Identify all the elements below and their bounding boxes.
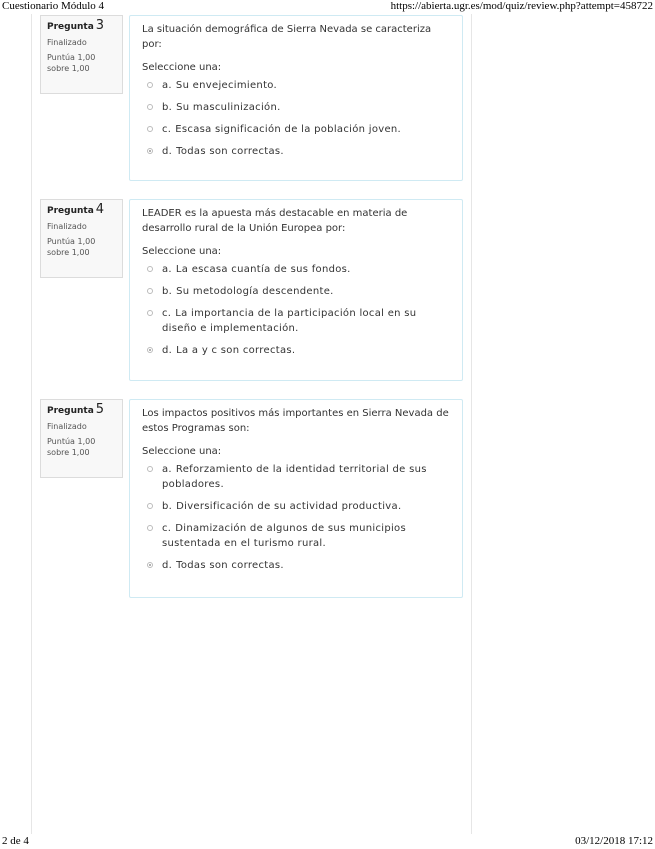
question-grade: Puntúa 1,00 sobre 1,00 (47, 237, 96, 257)
answer-option-d[interactable]: d. La a y c son correctas. (142, 343, 452, 358)
print-url[interactable]: https://abierta.ugr.es/mod/quiz/review.php?attempt=458722 (390, 0, 653, 12)
question-text: Los impactos positivos más importantes en Sierra Nevada de estos Programas son: (142, 408, 449, 434)
radio-selected-icon[interactable] (147, 562, 153, 568)
answer-prompt: Seleccione una: (142, 446, 222, 457)
question-info (40, 15, 123, 94)
print-title: Cuestionario Módulo 4 (2, 0, 105, 12)
radio-icon[interactable] (147, 104, 153, 110)
radio-icon[interactable] (147, 310, 153, 316)
answer-option-d[interactable]: d. Todas son correctas. (142, 558, 452, 573)
answer-option-b[interactable]: b. Su masculinización. (142, 100, 452, 115)
answer-option-c[interactable]: c. Dinamización de algunos de sus municipios sustentada en el turismo rural. (142, 521, 452, 551)
radio-icon[interactable] (147, 525, 153, 531)
question-state: Finalizado (47, 222, 87, 231)
answer-option-a[interactable]: a. La escasa cuantía de sus fondos. (142, 262, 452, 277)
page-counter: 2 de 4 (2, 835, 29, 847)
print-header (0, 0, 655, 14)
radio-icon[interactable] (147, 288, 153, 294)
left-page-border (31, 14, 32, 834)
radio-icon[interactable] (147, 82, 153, 88)
question-text: LEADER es la apuesta más destacable en materia de desarrollo rural de la Unión Europea por: (142, 208, 408, 234)
question-number: Pregunta 3 (47, 18, 105, 33)
question-info (40, 399, 123, 478)
question-number: Pregunta 4 (47, 202, 105, 217)
answer-option-a[interactable]: a. Reforzamiento de la identidad territorial de sus pobladores. (142, 462, 452, 492)
radio-icon[interactable] (147, 126, 153, 132)
question-number: Pregunta 5 (47, 402, 105, 417)
answer-option-b[interactable]: b. Su metodología descendente. (142, 284, 452, 299)
print-datetime: 03/12/2018 17:12 (575, 835, 653, 847)
question-grade: Puntúa 1,00 sobre 1,00 (47, 437, 96, 457)
answer-option-c[interactable]: c. La importancia de la participación local en su diseño e implementación. (142, 306, 452, 336)
answer-options (142, 462, 452, 573)
answer-options (142, 262, 452, 358)
print-footer (0, 835, 655, 849)
answer-option-c[interactable]: c. Escasa significación de la población joven. (142, 122, 452, 137)
radio-selected-icon[interactable] (147, 148, 153, 154)
answer-options (142, 78, 452, 159)
radio-icon[interactable] (147, 466, 153, 472)
question-info (40, 199, 123, 278)
answer-option-b[interactable]: b. Diversificación de su actividad productiva. (142, 499, 452, 514)
right-page-border (471, 14, 472, 834)
answer-prompt: Seleccione una: (142, 62, 222, 73)
question-text: La situación demográfica de Sierra Nevada se caracteriza por: (142, 24, 432, 50)
answer-prompt: Seleccione una: (142, 246, 222, 257)
radio-selected-icon[interactable] (147, 347, 153, 353)
question-state: Finalizado (47, 38, 87, 47)
question-content (129, 199, 463, 381)
question-grade: Puntúa 1,00 sobre 1,00 (47, 53, 96, 73)
radio-icon[interactable] (147, 503, 153, 509)
answer-option-d[interactable]: d. Todas son correctas. (142, 144, 452, 159)
question-state: Finalizado (47, 422, 87, 431)
radio-icon[interactable] (147, 266, 153, 272)
question-content (129, 15, 463, 181)
answer-option-a[interactable]: a. Su envejecimiento. (142, 78, 452, 93)
question-content (129, 399, 463, 598)
